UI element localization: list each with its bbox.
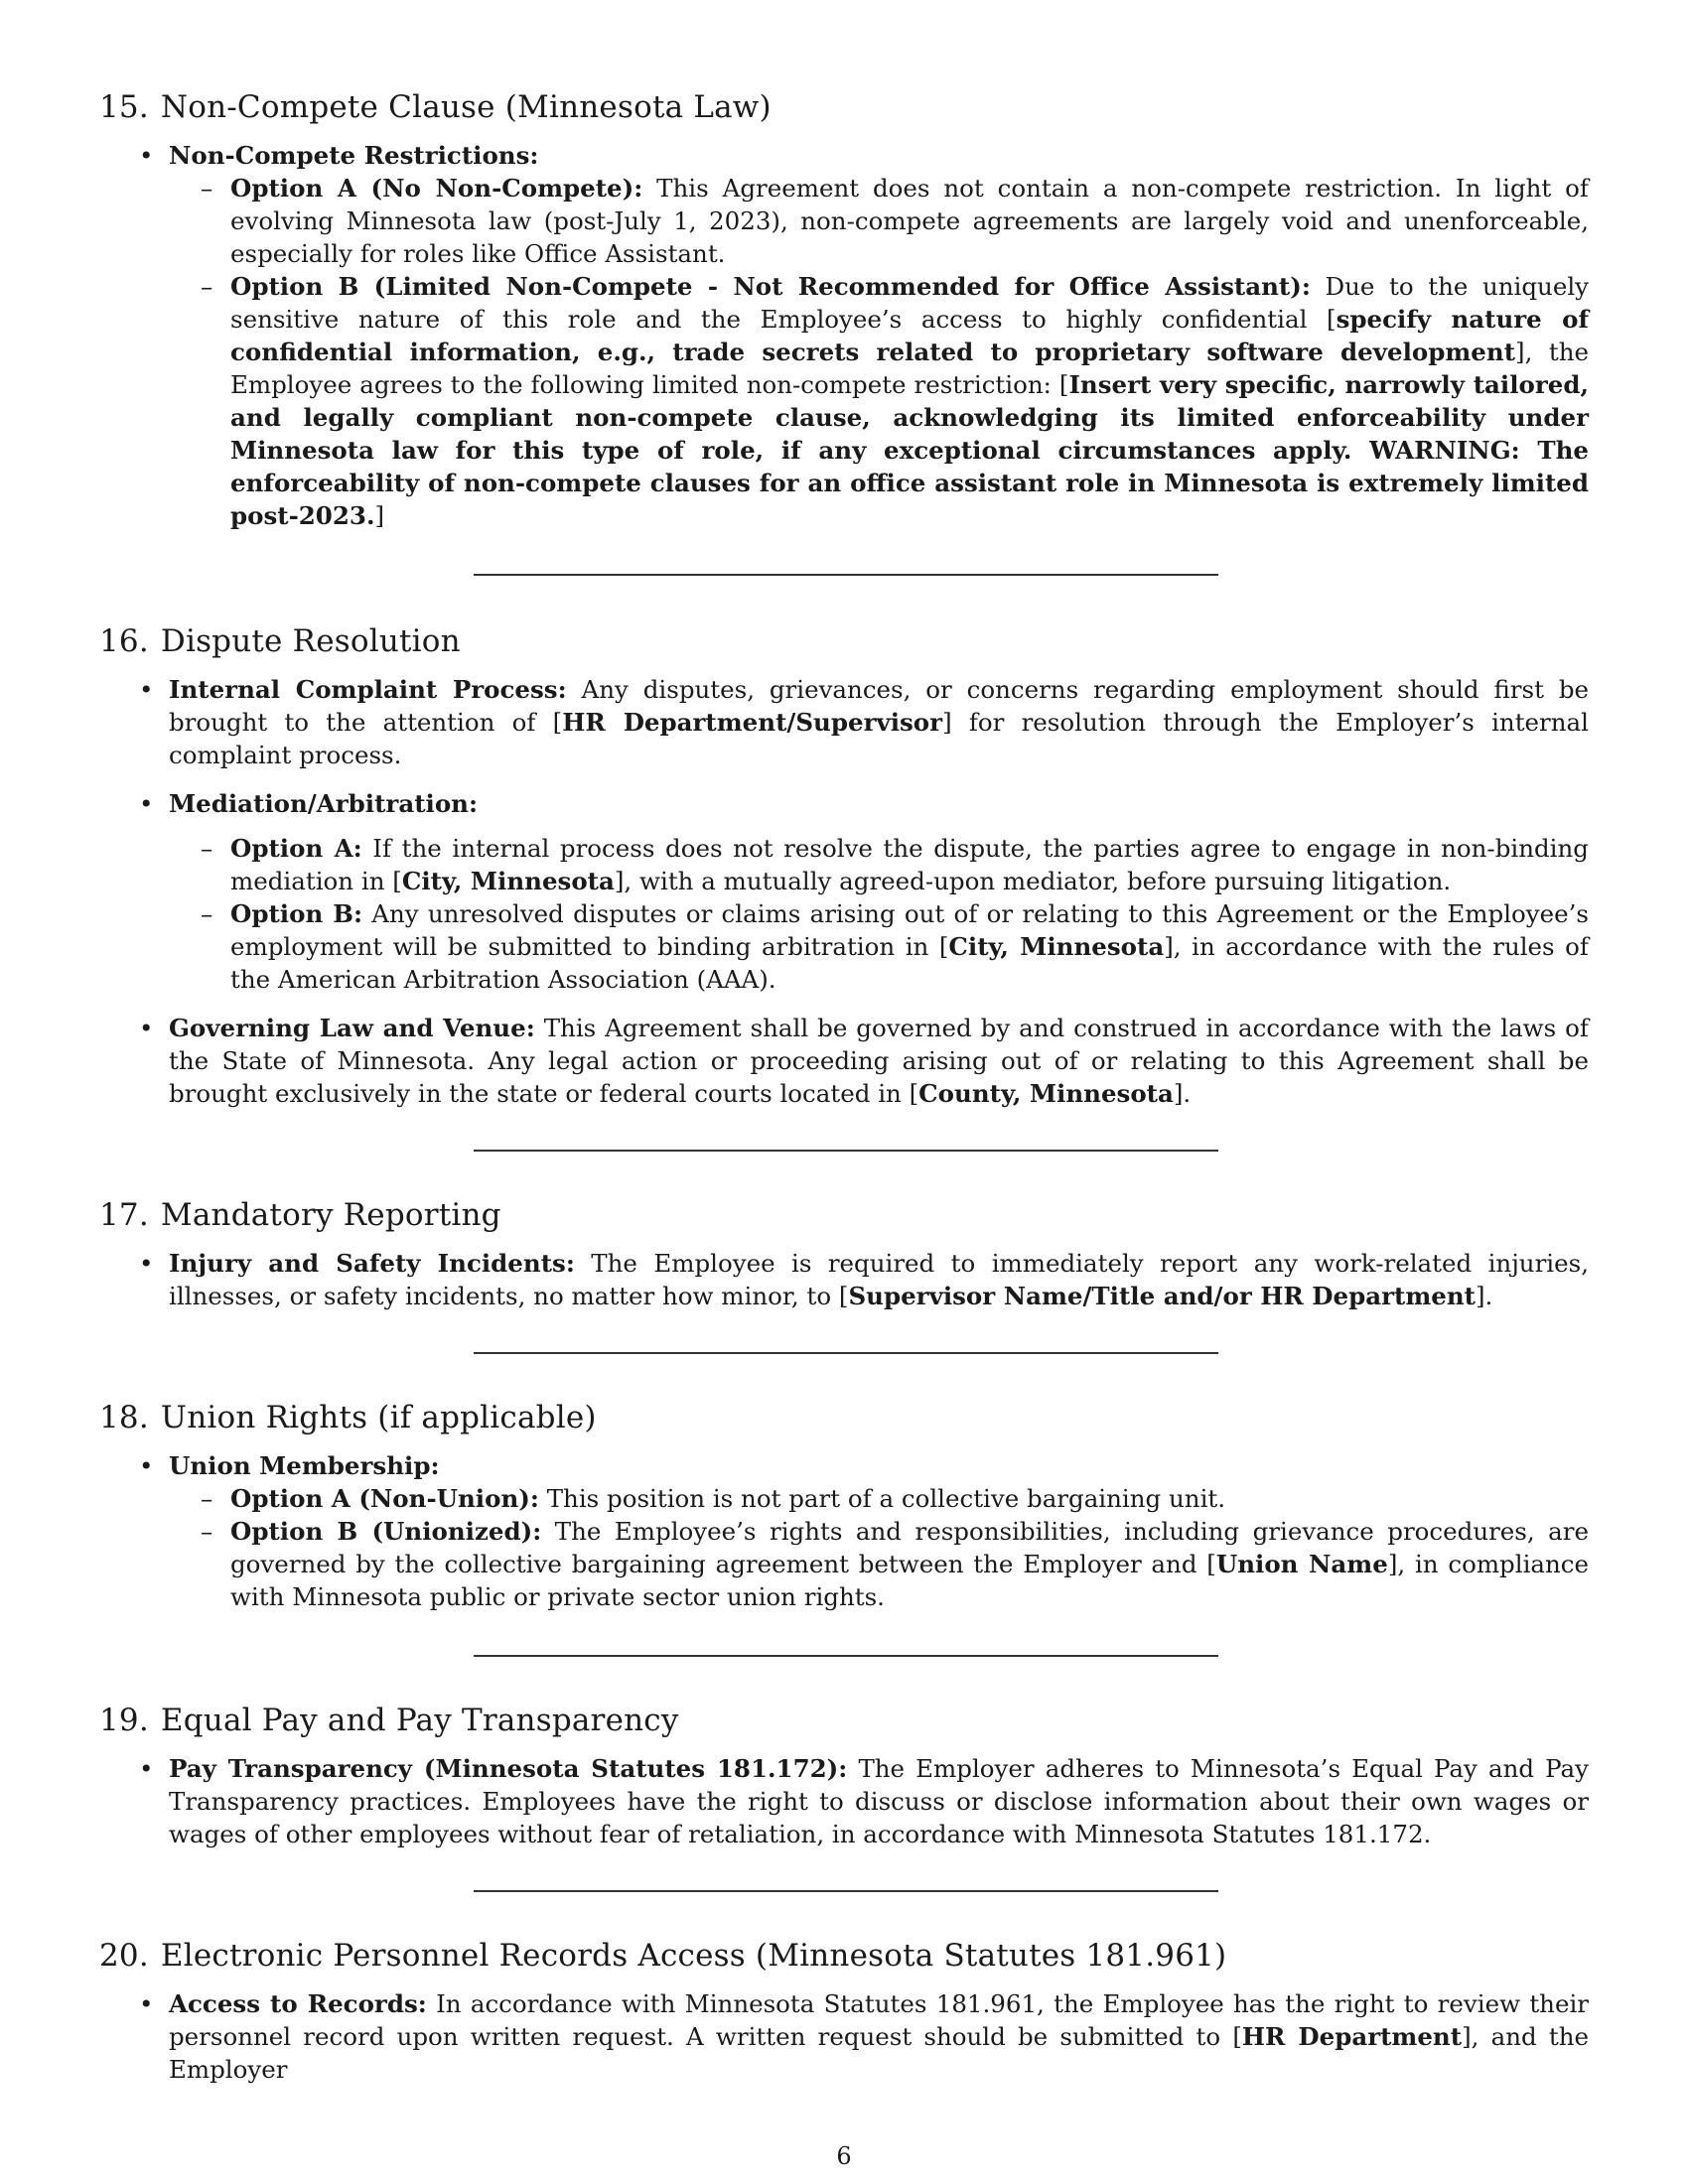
section-heading: 17. Mandatory Reporting bbox=[99, 1197, 501, 1233]
section-divider bbox=[474, 1890, 1218, 1892]
bullet-item: • Access to Records: In accordance with Minnesota Statutes 181.961, the Employee has the right to review their personnel record upon written request. A written request should be submitted to [HR Department], and the Employer bbox=[169, 1987, 1589, 2086]
page-number: 6 bbox=[836, 2142, 852, 2170]
bullet-item: • Non-Compete Restrictions: – Option A (No Non-Compete): This Agreement does not contain a non-compete restriction. In light of evolving Minnesota law (post-July 1, 2023), non-compete agreements are largely void and unenforceable, especially for roles like Office Assistant. – Option B (Limited Non-Compete - Not Recommended for Office Assistant): Due to the uniquely sensitive nature of this role and the Employee’s access to highly confidential [specify nature of confidential information, e.g., trade secrets related to proprietary software development], the Employee agrees to the following limited non-compete restriction: [Insert very specific, narrowly tailored, and legally compliant non-compete clause, acknowledging its limited enforceability under Minnesota law for this type of role, if any exceptional circumstances apply. WARNING: The enforceability of non-compete clauses for an office assistant role in Minnesota is extremely limited post-2023.] bbox=[169, 139, 1589, 532]
section-heading: 15. Non-Compete Clause (Minnesota Law) bbox=[99, 89, 772, 125]
bullet-item: • Union Membership: – Option A (Non-Union): This position is not part of a collective bargaining unit. – Option B (Unionized): The Employee’s rights and responsibilities, including grievance procedures, are governed by the collective bargaining agreement between the Employer and [Union Name], in compliance with Minnesota public or private sector union rights. bbox=[169, 1449, 1589, 1613]
section-divider bbox=[474, 1352, 1218, 1354]
section-20 bbox=[99, 1938, 1589, 2086]
option-a: – Option A (No Non-Compete): This Agreement does not contain a non-compete restriction. In light of evolving Minnesota law (post-July 1, 2023), non-compete agreements are largely void and unenforceable, especially for roles like Office Assistant. bbox=[230, 172, 1589, 270]
section-divider bbox=[474, 1655, 1218, 1657]
section-18 bbox=[99, 1400, 1589, 1613]
bullet-item: • Mediation/Arbitration: – Option A: If the internal process does not resolve the dispute, the parties agree to engage in non-binding mediation in [City, Minnesota], with a mutually agreed-upon mediator, before pursuing litigation. – Option B: Any unresolved disputes or claims arising out of or relating to this Agreement or the Employee’s employment will be submitted to binding arbitration in [City, Minnesota], in accordance with the rules of the American Arbitration Association (AAA). bbox=[169, 787, 1589, 996]
sub-list bbox=[169, 1482, 1589, 1613]
section-heading: 19. Equal Pay and Pay Transparency bbox=[99, 1703, 679, 1738]
sub-list bbox=[169, 172, 1589, 532]
sub-list bbox=[169, 832, 1589, 996]
section-15 bbox=[99, 89, 1589, 532]
section-16 bbox=[99, 623, 1589, 1110]
bullet-list bbox=[99, 139, 1589, 532]
section-17 bbox=[99, 1197, 1589, 1312]
option-b: – Option B (Limited Non-Compete - Not Recommended for Office Assistant): Due to the uniquely sensitive nature of this role and the Employee’s access to highly confidential [specify nature of confidential information, e.g., trade secrets related to proprietary software development], the Employee agrees to the following limited non-compete restriction: [Insert very specific, narrowly tailored, and legally compliant non-compete clause, acknowledging its limited enforceability under Minnesota law for this type of role, if any exceptional circumstances apply. WARNING: The enforceability of non-compete clauses for an office assistant role in Minnesota is extremely limited post-2023.] bbox=[230, 270, 1589, 532]
bullet-item: • Pay Transparency (Minnesota Statutes 181.172): The Employer adheres to Minnesota’s Equal Pay and Pay Transparency practices. Employees have the right to discuss or disclose information about their own wages or wages of other employees without fear of retaliation, in accordance with Minnesota Statutes 181.172. bbox=[169, 1752, 1589, 1850]
section-heading: 20. Electronic Personnel Records Access (Minnesota Statutes 181.961) bbox=[99, 1938, 1227, 1974]
option-a: – Option A (Non-Union): This position is not part of a collective bargaining unit. bbox=[230, 1482, 1589, 1515]
bullet-list bbox=[99, 673, 1589, 1110]
section-divider bbox=[474, 1150, 1218, 1152]
bullet-item: • Governing Law and Venue: This Agreement shall be governed by and construed in accordance with the laws of the State of Minnesota. Any legal action or proceeding arising out of or relating to this Agreement shall be brought exclusively in the state or federal courts located in [County, Minnesota]. bbox=[169, 1012, 1589, 1110]
option-a: – Option A: If the internal process does not resolve the dispute, the parties agree to engage in non-binding mediation in [City, Minnesota], with a mutually agreed-upon mediator, before pursuing litigation. bbox=[230, 832, 1589, 897]
bullet-item: • Internal Complaint Process: Any disputes, grievances, or concerns regarding employment should first be brought to the attention of [HR Department/Supervisor] for resolution through the Employer’s internal complaint process. bbox=[169, 673, 1589, 771]
document-page bbox=[99, 89, 1589, 2086]
option-b: – Option B: Any unresolved disputes or claims arising out of or relating to this Agreement or the Employee’s employment will be submitted to binding arbitration in [City, Minnesota], in accordance with the rules of the American Arbitration Association (AAA). bbox=[230, 897, 1589, 996]
bullet-list bbox=[99, 1752, 1589, 1850]
section-19 bbox=[99, 1703, 1589, 1850]
bullet-list bbox=[99, 1987, 1589, 2086]
section-heading: 16. Dispute Resolution bbox=[99, 623, 461, 659]
bullet-item: • Injury and Safety Incidents: The Employee is required to immediately report any work-related injuries, illnesses, or safety incidents, no matter how minor, to [Supervisor Name/Title and/or HR Department]. bbox=[169, 1247, 1589, 1312]
section-heading: 18. Union Rights (if applicable) bbox=[99, 1400, 597, 1435]
section-divider bbox=[474, 574, 1218, 576]
bullet-list bbox=[99, 1247, 1589, 1312]
bullet-list bbox=[99, 1449, 1589, 1613]
option-b: – Option B (Unionized): The Employee’s rights and responsibilities, including grievance procedures, are governed by the collective bargaining agreement between the Employer and [Union Name], in compliance with Minnesota public or private sector union rights. bbox=[230, 1515, 1589, 1613]
